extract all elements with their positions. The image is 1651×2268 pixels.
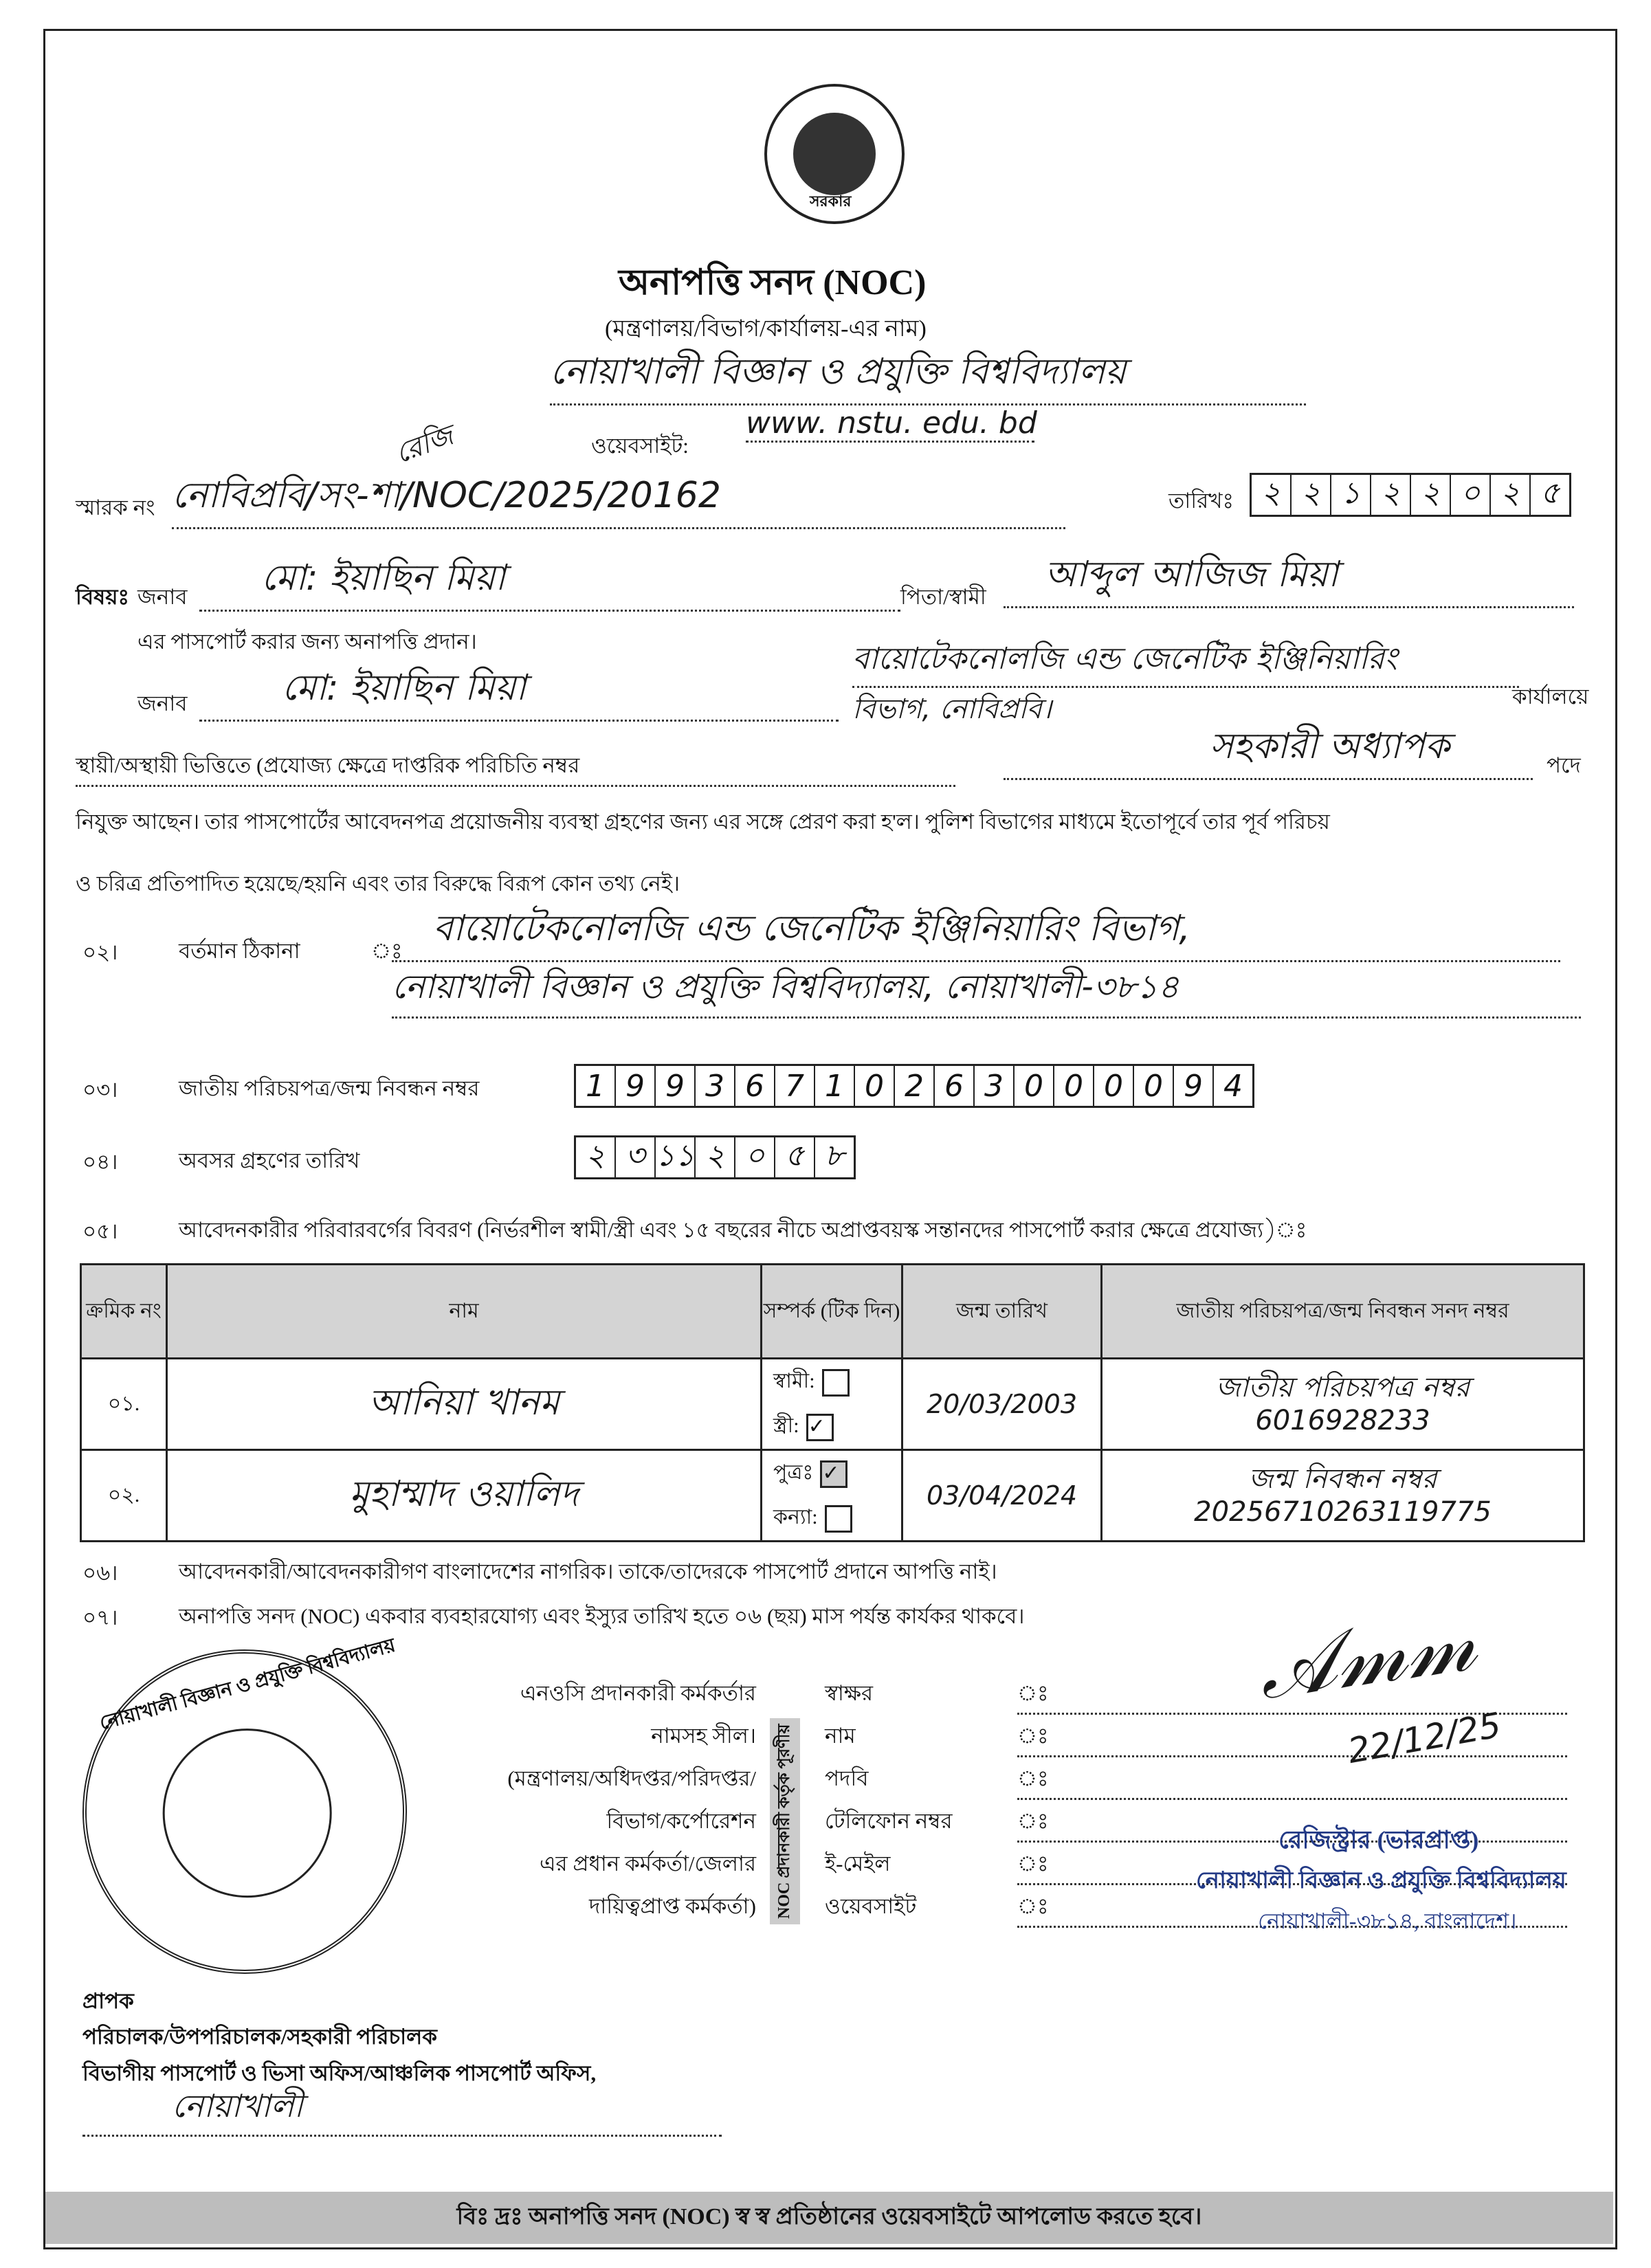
father-name: আব্দুল আজিজ মিয়া bbox=[1004, 546, 1574, 608]
digit-box: ৫ bbox=[1540, 475, 1560, 511]
item-02-label: বর্তমান ঠিকানা bbox=[179, 939, 300, 963]
subject-janab: জনাব bbox=[137, 585, 188, 609]
item-04-label: অবসর গ্রহণের তারিখ bbox=[179, 1148, 360, 1172]
memo-label: স্মারক নং bbox=[76, 496, 155, 520]
signatory-field-label: স্বাক্ষর bbox=[825, 1681, 874, 1705]
signature-date: 22/12/25 bbox=[1344, 1704, 1504, 1772]
relation bbox=[762, 1450, 902, 1542]
digit-box: ২ bbox=[1252, 475, 1292, 515]
signatory-field-label: নাম bbox=[825, 1724, 856, 1748]
signatory-left-line: এনওসি প্রদানকারী কর্মকর্তার bbox=[520, 1681, 756, 1705]
digit-box: ২ bbox=[696, 1137, 735, 1177]
id-number: 6016928233 bbox=[1255, 1405, 1430, 1436]
recipient-place: নোয়াখালী bbox=[82, 2082, 722, 2137]
signatory-field-line: ঃ bbox=[1017, 1890, 1567, 1928]
item-04-number: ০৪। bbox=[82, 1150, 118, 1174]
dob: 03/04/2024 bbox=[902, 1450, 1102, 1542]
subject-name: মো: ইয়াছিন মিয়া bbox=[199, 550, 900, 612]
footer-note: বিঃ দ্রঃ অনাপত্তি সনদ (NOC) স্ব স্ব প্রতিষ্ঠানের ওয়েবসাইটে আপলোড করতে হবে। bbox=[45, 2192, 1613, 2244]
family-table bbox=[80, 1263, 1585, 1542]
id-cell bbox=[1102, 1450, 1584, 1542]
page-title: অনাপত্তি সনদ (NOC) bbox=[619, 263, 927, 302]
digit-box: 1 bbox=[576, 1066, 616, 1106]
digit-box: ৩ bbox=[616, 1137, 656, 1177]
body-office: বায়োটেকনোলজি এন্ড জেনেটিক ইঞ্জিনিয়ারিং bbox=[852, 636, 1519, 688]
item-06-label: আবেদনকারী/আবেদনকারীগণ বাংলাদেশের নাগরিক। তাকে/তাদেরকে পাসপোর্ট প্রদানে আপত্তি নাই। bbox=[179, 1559, 997, 1583]
body-name: মো: ইয়াছিন মিয়া bbox=[199, 660, 839, 722]
signatory-field-label: পদবি bbox=[825, 1766, 869, 1790]
father-label: পিতা/স্বামী bbox=[900, 585, 986, 609]
signatory-left-line: এর প্রধান কর্মকর্তা/জেলার bbox=[539, 1852, 756, 1876]
id-label: জন্ম নিবন্ধন নম্বর bbox=[1248, 1463, 1437, 1495]
table-row bbox=[81, 1450, 1584, 1542]
memo-note: রেজি bbox=[391, 419, 458, 470]
id-label: জাতীয় পরিচয়পত্র নম্বর bbox=[1215, 1372, 1470, 1403]
digit-box: ২ bbox=[1411, 475, 1451, 515]
id-cell bbox=[1102, 1359, 1584, 1450]
digit-box: ১ bbox=[1331, 475, 1371, 515]
colon: ঃ bbox=[371, 939, 403, 963]
digit-box: 6 bbox=[935, 1066, 975, 1106]
digit-box: 3 bbox=[975, 1066, 1015, 1106]
body-janab: জনাব bbox=[137, 691, 188, 715]
office-label: কার্যালয়ে bbox=[1512, 685, 1589, 709]
signatory-field-line: ঃ bbox=[1017, 1847, 1567, 1885]
stamp-address: নোয়াখালী-৩৮১৪, বাংলাদেশ। bbox=[1258, 1909, 1517, 1933]
relation-a-checkbox[interactable]: ✓ bbox=[820, 1460, 847, 1488]
nid-boxes bbox=[574, 1064, 1254, 1108]
designation-label: পদে bbox=[1547, 753, 1581, 777]
body-office-line2: বিভাগ, নোবিপ্রবি। bbox=[852, 693, 1052, 725]
signatory-left-line: বিভাগ/কর্পোরেশন bbox=[606, 1809, 756, 1833]
address-line2: নোয়াখালী বিজ্ঞান ও প্রযুক্তি বিশ্ববিদ্যালয়, নোয়াখালী-৩৮১৪ bbox=[392, 962, 1581, 1019]
org-name: নোয়াখালী বিজ্ঞান ও প্রযুক্তি বিশ্ববিদ্যালয় bbox=[550, 344, 1306, 405]
stamp-title: রেজিস্ট্রার (ভারপ্রাপ্ত) bbox=[1278, 1826, 1479, 1854]
table-row bbox=[81, 1359, 1584, 1450]
subject-label: বিষয়ঃ bbox=[76, 585, 130, 609]
signatory-field-label: ই-মেইল bbox=[825, 1852, 891, 1876]
serial: ০২. bbox=[81, 1450, 167, 1542]
digit-box: 9 bbox=[616, 1066, 656, 1106]
item-03-number: ০৩। bbox=[82, 1078, 118, 1102]
digit-box: ২ bbox=[1371, 475, 1411, 515]
relation-a-checkbox[interactable] bbox=[822, 1369, 850, 1397]
signatory-field-label: টেলিফোন নম্বর bbox=[825, 1809, 953, 1833]
item-03-label: জাতীয় পরিচয়পত্র/জন্ম নিবন্ধন নম্বর bbox=[179, 1076, 480, 1100]
signatory-left-line: দায়িত্বপ্রাপ্ত কর্মকর্তা) bbox=[589, 1894, 756, 1918]
digit-box: 4 bbox=[1223, 1068, 1243, 1104]
digit-box: ২ bbox=[576, 1137, 616, 1177]
digit-box: 0 bbox=[1094, 1066, 1134, 1106]
serial: ০১. bbox=[81, 1359, 167, 1450]
recipient-line1: পরিচালক/উপপরিচালক/সহকারী পরিচালক bbox=[82, 2025, 437, 2049]
date-label: তারিখঃ bbox=[1168, 489, 1234, 513]
header-relation: সম্পর্ক (টিক দিন) bbox=[762, 1265, 902, 1359]
digit-box: ০ bbox=[735, 1137, 775, 1177]
item-05-label: আবেদনকারীর পরিবারবর্গের বিবরণ (নির্ভরশীল স্বামী/স্ত্রী এবং ১৫ বছরের নীচে অপ্রাপ্তবয়স্ক সন্তানদের পাসপোর্ট করার ক্ষেত্রে প্রযোজ্য)ঃ bbox=[179, 1218, 1307, 1242]
relation-a-label: স্বামী: bbox=[773, 1370, 815, 1392]
relation-b-label: স্ত্রী: bbox=[773, 1414, 799, 1437]
relation bbox=[762, 1359, 902, 1450]
item-07-label: অনাপত্তি সনদ (NOC) একবার ব্যবহারযোগ্য এবং ইস্যুর তারিখ হতে ০৬ (ছয়) মাস পর্যন্ত কার্যকর থাকবে। bbox=[179, 1604, 1025, 1628]
basis-text: স্থায়ী/অস্থায়ী ভিত্তিতে (প্রযোজ্য ক্ষেত্রে দাপ্তরিক পরিচিতি নম্বর bbox=[76, 749, 955, 787]
stamp-org: নোয়াখালী বিজ্ঞান ও প্রযুক্তি বিশ্ববিদ্যালয় bbox=[1196, 1868, 1566, 1893]
government-emblem bbox=[764, 84, 905, 224]
digit-box: ৮ bbox=[824, 1137, 845, 1173]
relation-a-label: পুত্রঃ bbox=[773, 1461, 814, 1484]
digit-box: 0 bbox=[1015, 1066, 1054, 1106]
designation: সহকারী অধ্যাপক bbox=[1004, 718, 1533, 780]
digit-box: ২ bbox=[1292, 475, 1331, 515]
digit-box: ০ bbox=[1451, 475, 1491, 515]
relation-b-checkbox[interactable] bbox=[825, 1505, 852, 1533]
header-name: নাম bbox=[167, 1265, 762, 1359]
subtitle: (মন্ত্রণালয়/বিভাগ/কার্যালয়-এর নাম) bbox=[605, 316, 927, 342]
digit-box: 0 bbox=[1054, 1066, 1094, 1106]
digit-box: 6 bbox=[735, 1066, 775, 1106]
signatory-field-line: ঃ bbox=[1017, 1805, 1567, 1843]
seal-text: নোয়াখালী বিজ্ঞান ও প্রযুক্তি বিশ্ববিদ্যালয় bbox=[97, 1634, 398, 1735]
digit-box: 1 bbox=[815, 1066, 855, 1106]
digit-box: 2 bbox=[895, 1066, 935, 1106]
signatory-field-line: ঃ bbox=[1017, 1720, 1567, 1757]
member-name: আনিয়া খানম bbox=[167, 1359, 762, 1450]
signatory-field-line: ঃ bbox=[1017, 1762, 1567, 1800]
relation-b-checkbox[interactable]: ✓ bbox=[806, 1414, 834, 1441]
date-boxes bbox=[1250, 473, 1571, 517]
dob: 20/03/2003 bbox=[902, 1359, 1102, 1450]
header-id: জাতীয় পরিচয়পত্র/জন্ম নিবন্ধন সনদ নম্বর bbox=[1102, 1265, 1584, 1359]
digit-box: 9 bbox=[1174, 1066, 1214, 1106]
subject-line2: এর পাসপোর্ট করার জন্য অনাপত্তি প্রদান। bbox=[137, 630, 477, 654]
item-07-number: ০৭। bbox=[82, 1605, 118, 1630]
vertical-label: NOC প্রদানকারী কর্তৃক পূরণীয় bbox=[770, 1718, 800, 1924]
header-serial: ক্রমিক নং bbox=[81, 1265, 167, 1359]
signatory-field-line: ঃ bbox=[1017, 1677, 1567, 1715]
digit-box: ১১ bbox=[656, 1137, 696, 1177]
address-line1: বায়োটেকনোলজি এন্ড জেনেটিক ইঞ্জিনিয়ারিং বিভাগ, bbox=[392, 900, 1560, 962]
memo-number: নোবিপ্রবি/সং-শা/NOC/2025/20162 bbox=[172, 467, 1065, 529]
digit-box: ২ bbox=[1491, 475, 1531, 515]
para2: ও চরিত্র প্রতিপাদিত হয়েছে/হয়নি এবং তার বিরুদ্ধে বিরূপ কোন তথ্য নেই। bbox=[76, 871, 680, 896]
emblem-text: সরকার bbox=[810, 192, 852, 210]
item-02-number: ০২। bbox=[82, 940, 118, 964]
website-label: ওয়েবসাইট: bbox=[591, 434, 689, 458]
id-number: 20256710263119775 bbox=[1194, 1496, 1492, 1528]
website-value: www. nstu. edu. bd bbox=[746, 405, 1034, 443]
header-dob: জন্ম তারিখ bbox=[902, 1265, 1102, 1359]
digit-box: ৫ bbox=[775, 1137, 815, 1177]
digit-box: 9 bbox=[656, 1066, 696, 1106]
signatory-left-line: নামসহ সীল। bbox=[651, 1724, 756, 1748]
recipient-label: প্রাপক bbox=[82, 1989, 134, 2013]
para1: নিযুক্ত আছেন। তার পাসপোর্টের আবেদনপত্র প্রয়োজনীয় ব্যবস্থা গ্রহণের জন্য এর সঙ্গে প্রেরণ করা হ'ল। পুলিশ বিভাগের মাধ্যমে ইতোপূর্বে তার পূর্ব পরিচয় bbox=[76, 810, 1330, 834]
member-name: মুহাম্মাদ ওয়ালিদ bbox=[167, 1450, 762, 1542]
retirement-date-boxes bbox=[574, 1135, 856, 1179]
digit-box: 0 bbox=[1134, 1066, 1174, 1106]
signatory-field-label: ওয়েবসাইট bbox=[825, 1894, 917, 1918]
digit-box: 0 bbox=[855, 1066, 895, 1106]
item-05-number: ০৫। bbox=[82, 1219, 118, 1243]
signature: 𝒜𝓂𝓂 bbox=[1252, 1593, 1482, 1719]
item-06-number: ০৬। bbox=[82, 1561, 118, 1585]
recipient-line2: বিভাগীয় পাসপোর্ট ও ভিসা অফিস/আঞ্চলিক পাসপোর্ট অফিস, bbox=[82, 2061, 597, 2085]
relation-b-label: কন্যা: bbox=[773, 1506, 818, 1528]
digit-box: 3 bbox=[696, 1066, 735, 1106]
signatory-left-line: (মন্ত্রণালয়/অধিদপ্তর/পরিদপ্তর/ bbox=[507, 1766, 756, 1790]
digit-box: 7 bbox=[775, 1066, 815, 1106]
